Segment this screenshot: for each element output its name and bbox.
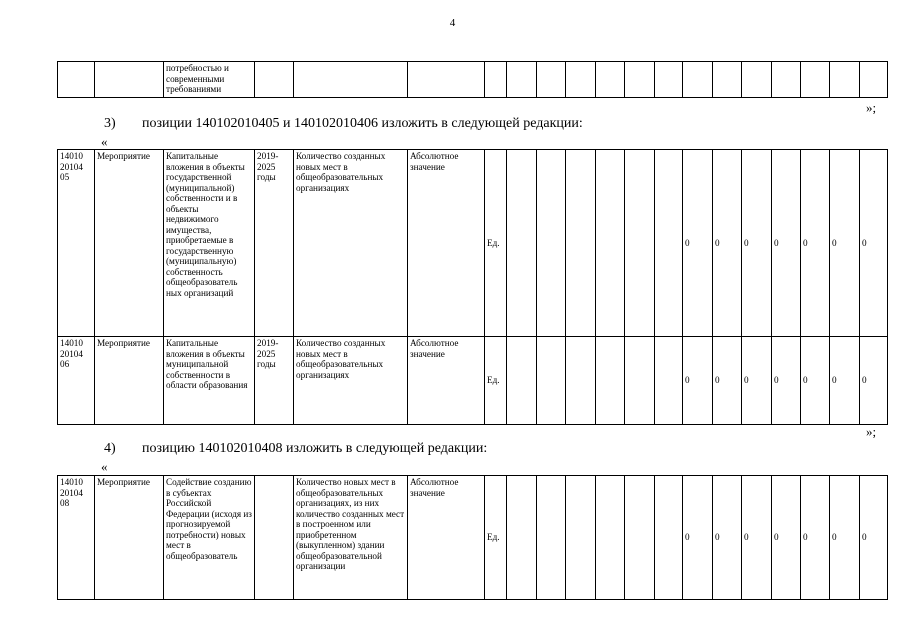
value-cell: 0 bbox=[860, 150, 888, 337]
code-cell: 14010 20104 08 bbox=[58, 476, 95, 600]
section-4-table bbox=[57, 475, 888, 600]
unit-cell: Ед. bbox=[485, 337, 507, 425]
table-row bbox=[58, 337, 888, 425]
value-cell: 0 bbox=[713, 150, 742, 337]
value-cell: 0 bbox=[683, 337, 713, 425]
type-cell: Мероприятие bbox=[95, 150, 164, 337]
value-type-cell: Абсолютное значение bbox=[408, 337, 485, 425]
type-cell: Мероприятие bbox=[95, 337, 164, 425]
code-cell: 14010 20104 05 bbox=[58, 150, 95, 337]
value-cell: 0 bbox=[742, 476, 772, 600]
section-3-number: 3) bbox=[104, 116, 116, 131]
value-cell: 0 bbox=[801, 337, 830, 425]
indicator-cell: Количество новых мест в общеобразовательных организациях, из них количество созданных мест в построенном или приобретенном (выкупленном) здании общеобразовательной организации bbox=[294, 476, 408, 600]
type-cell: Мероприятие bbox=[95, 476, 164, 600]
years-cell: 2019-2025 годы bbox=[255, 150, 294, 337]
years-cell bbox=[255, 476, 294, 600]
value-cell: 0 bbox=[742, 150, 772, 337]
value-cell: 0 bbox=[830, 150, 860, 337]
table-row bbox=[58, 476, 888, 600]
value-cell: 0 bbox=[772, 337, 801, 425]
value-cell: 0 bbox=[713, 337, 742, 425]
indicator-cell: потребностью и современными требованиями bbox=[164, 62, 255, 98]
top-table-fragment bbox=[57, 61, 888, 98]
name-cell: Капитальные вложения в объекты муниципальной собственности в области образования bbox=[164, 337, 255, 425]
value-cell: 0 bbox=[713, 476, 742, 600]
section-3-text: позиции 140102010405 и 140102010406 изложить в следующей редакции: bbox=[142, 116, 583, 131]
value-type-cell: Абсолютное значение bbox=[408, 476, 485, 600]
section-3-table bbox=[57, 149, 888, 425]
name-cell: Капитальные вложения в объекты государственной (муниципальной) собственности и в объекты недвижимого имущества, приобретаемые в государственную (муниципальную) собственность общеобразователь ных организаций bbox=[164, 150, 255, 337]
closing-quote: »; bbox=[866, 100, 877, 115]
section-4-text: позицию 140102010408 изложить в следующей редакции: bbox=[142, 441, 488, 456]
name-cell: Содействие созданию в субъектах Российской Федерации (исходя из прогнозируемой потребности) новых мест в общеобразователь bbox=[164, 476, 255, 600]
value-cell: 0 bbox=[801, 476, 830, 600]
opening-quote: « bbox=[101, 459, 108, 474]
table-row bbox=[58, 62, 888, 98]
section-4-heading bbox=[104, 441, 487, 457]
value-cell: 0 bbox=[683, 476, 713, 600]
value-type-cell: Абсолютное значение bbox=[408, 150, 485, 337]
value-cell: 0 bbox=[830, 476, 860, 600]
opening-quote: « bbox=[101, 134, 108, 149]
indicator-cell: Количество созданных новых мест в общеобразовательных организациях bbox=[294, 150, 408, 337]
unit-cell: Ед. bbox=[485, 150, 507, 337]
value-cell: 0 bbox=[683, 150, 713, 337]
value-cell: 0 bbox=[772, 476, 801, 600]
value-cell: 0 bbox=[801, 150, 830, 337]
indicator-cell: Количество созданных новых мест в общеобразовательных организациях bbox=[294, 337, 408, 425]
section-4-number: 4) bbox=[104, 441, 116, 456]
closing-quote: »; bbox=[866, 424, 877, 439]
page-number: 4 bbox=[449, 17, 456, 29]
code-cell: 14010 20104 06 bbox=[58, 337, 95, 425]
years-cell: 2019-2025 годы bbox=[255, 337, 294, 425]
unit-cell: Ед. bbox=[485, 476, 507, 600]
value-cell: 0 bbox=[830, 337, 860, 425]
value-cell: 0 bbox=[860, 476, 888, 600]
section-3-heading bbox=[104, 116, 583, 132]
table-row bbox=[58, 150, 888, 337]
value-cell: 0 bbox=[742, 337, 772, 425]
value-cell: 0 bbox=[772, 150, 801, 337]
value-cell: 0 bbox=[860, 337, 888, 425]
